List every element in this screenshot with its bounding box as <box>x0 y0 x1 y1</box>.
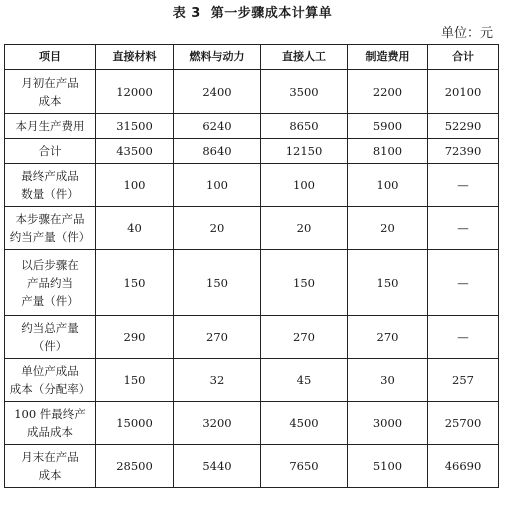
table-cell: — <box>428 207 499 250</box>
table-cell: 100 <box>261 164 348 207</box>
header-item: 项目 <box>5 45 96 70</box>
row-label: 本步骤在产品 约当产量（件） <box>5 207 96 250</box>
table-cell: 2400 <box>174 70 261 114</box>
header-row <box>5 45 499 70</box>
table-title-text: 第一步骤成本计算单 <box>210 6 333 21</box>
table-cell: 3200 <box>174 402 261 445</box>
table-cell: 8640 <box>174 139 261 164</box>
table-cell: 72390 <box>428 139 499 164</box>
table-cell: 46690 <box>428 445 499 488</box>
table-cell: 6240 <box>174 114 261 139</box>
table-row <box>5 70 499 114</box>
table-cell: 290 <box>96 316 174 359</box>
table-cell: 20 <box>348 207 428 250</box>
row-label: 本月生产费用 <box>5 114 96 139</box>
table-cell: 150 <box>261 250 348 316</box>
table-cell: 270 <box>348 316 428 359</box>
table-cell: — <box>428 316 499 359</box>
table-cell: 7650 <box>261 445 348 488</box>
row-label: 合计 <box>5 139 96 164</box>
table-row <box>5 359 499 402</box>
table-cell: 28500 <box>96 445 174 488</box>
table-cell: 40 <box>96 207 174 250</box>
table-cell: 100 <box>348 164 428 207</box>
table-row <box>5 250 499 316</box>
row-label: 单位产成品 成本（分配率） <box>5 359 96 402</box>
row-label: 以后步骤在 产品约当 产量（件） <box>5 250 96 316</box>
table-cell: 30 <box>348 359 428 402</box>
table-cell: 270 <box>261 316 348 359</box>
table-row <box>5 139 499 164</box>
row-label: 月初在产品 成本 <box>5 70 96 114</box>
table-cell: 12150 <box>261 139 348 164</box>
table-cell: 150 <box>96 359 174 402</box>
table-cell: 5440 <box>174 445 261 488</box>
table-cell: — <box>428 250 499 316</box>
table-cell: 270 <box>174 316 261 359</box>
table-cell: 5900 <box>348 114 428 139</box>
unit-label: 单位：元 <box>440 26 493 41</box>
table-title <box>0 2 505 21</box>
table-cell: 8100 <box>348 139 428 164</box>
table-cell: 150 <box>174 250 261 316</box>
table-cell: 12000 <box>96 70 174 114</box>
table-cell: 25700 <box>428 402 499 445</box>
table-cell: 100 <box>96 164 174 207</box>
table-cell: 20 <box>261 207 348 250</box>
table-cell: 31500 <box>96 114 174 139</box>
header-manufacturing-overhead: 制造费用 <box>348 45 428 70</box>
header-total: 合计 <box>428 45 499 70</box>
table-cell: 150 <box>96 250 174 316</box>
table-row <box>5 207 499 250</box>
table-cell: 8650 <box>261 114 348 139</box>
table-cell: 32 <box>174 359 261 402</box>
table-cell: — <box>428 164 499 207</box>
table-cell: 52290 <box>428 114 499 139</box>
table-row <box>5 445 499 488</box>
header-fuel-power: 燃料与动力 <box>174 45 261 70</box>
table-cell: 2200 <box>348 70 428 114</box>
header-direct-materials: 直接材料 <box>96 45 174 70</box>
row-label: 最终产成品 数量（件） <box>5 164 96 207</box>
row-label: 100 件最终产 成品成本 <box>5 402 96 445</box>
table-row <box>5 316 499 359</box>
table-row <box>5 164 499 207</box>
table-cell: 150 <box>348 250 428 316</box>
table-cell: 100 <box>174 164 261 207</box>
table-cell: 4500 <box>261 402 348 445</box>
table-row <box>5 114 499 139</box>
table-cell: 20 <box>174 207 261 250</box>
table-cell: 257 <box>428 359 499 402</box>
table-cell: 20100 <box>428 70 499 114</box>
row-label: 约当总产量 （件） <box>5 316 96 359</box>
table-cell: 15000 <box>96 402 174 445</box>
table-cell: 3500 <box>261 70 348 114</box>
table-cell: 5100 <box>348 445 428 488</box>
table-number: 表 3 <box>172 6 201 21</box>
table-cell: 43500 <box>96 139 174 164</box>
table-cell: 3000 <box>348 402 428 445</box>
table-row <box>5 402 499 445</box>
cost-table <box>4 44 499 488</box>
table-cell: 45 <box>261 359 348 402</box>
row-label: 月末在产品 成本 <box>5 445 96 488</box>
header-direct-labor: 直接人工 <box>261 45 348 70</box>
